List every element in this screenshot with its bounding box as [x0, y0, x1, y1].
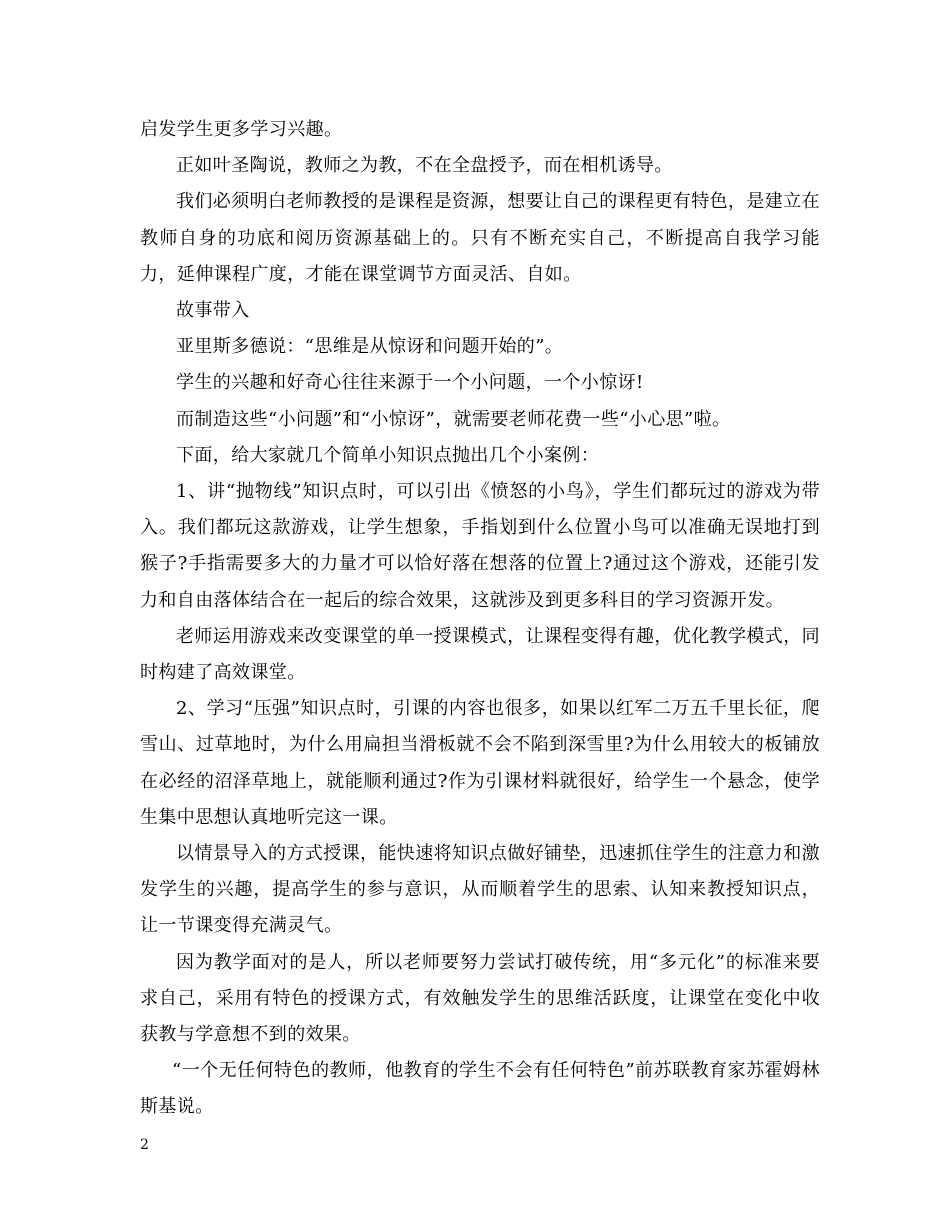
paragraph-course-resources: 我们必须明白老师教授的是课程是资源，想要让自己的课程更有特色，是建立在教师自身的功底和阅历资源基础上的。只有不断充实自己，不断提高自我学习能力，延伸课程广度，才能在课堂调节方面灵活、自如。	[140, 191, 820, 285]
paragraph-examples-intro: 下面，给大家就几个简单小知识点抛出几个小案例：	[176, 444, 600, 466]
section-heading-story: 故事带入	[176, 300, 250, 322]
document-body	[140, 112, 820, 1126]
paragraph-small-questions: 而制造这些“小问题”和“小惊讶”，就需要老师花费一些“小心思”啦。	[176, 408, 731, 430]
paragraph-scenario-intro: 以情景导入的方式授课，能快速将知识点做好铺垫，迅速抓住学生的注意力和激发学生的兴趣，提高学生的参与意识，从而顺着学生的思索、认知来教授知识点，让一节课变得充满灵气。	[140, 843, 820, 937]
paragraph-aristotle-quote: 亚里斯多德说：“思维是从惊讶和问题开始的”。	[176, 336, 564, 358]
paragraph-example-pressure: 2、学习“压强”知识点时，引课的内容也很多，如果以红军二万五千里长征，爬雪山、过草地时，为什么用扁担当滑板就不会不陷到深雪里?为什么用较大的板铺放在必经的沼泽草地上，就能顺利通过?作为引课材料就很好，给学生一个悬念，使学生集中思想认真地听完这一课。	[140, 698, 820, 828]
paragraph-game-teaching: 老师运用游戏来改变课堂的单一授课模式，让课程变得有趣，优化教学模式，同时构建了高效课堂。	[140, 625, 820, 684]
paragraph-example-parabola: 1、讲“抛物线”知识点时，可以引出《愤怒的小鸟》，学生们都玩过的游戏为带入。我们都玩这款游戏，让学生想象，手指划到什么位置小鸟可以准确无误地打到猴子?手指需要多大的力量才可以恰好落在想落的位置上?通过这个游戏，还能引发力和自由落体结合在一起后的综合效果，这就涉及到更多科目的学习资源开发。	[140, 481, 820, 611]
paragraph-quote-ye-shengtao: 正如叶圣陶说，教师之为教，不在全盘授予，而在相机诱导。	[176, 155, 673, 177]
paragraph-continuation: 启发学生更多学习兴趣。	[140, 119, 343, 140]
paragraph-curiosity: 学生的兴趣和好奇心往往来源于一个小问题，一个小惊讶!	[176, 372, 644, 394]
paragraph-diversified-teaching: 因为教学面对的是人，所以老师要努力尝试打破传统，用“多元化”的标准来要求自己，采用有特色的授课方式，有效触发学生的思维活跃度，让课堂在变化中收获教与学意想不到的效果。	[140, 951, 820, 1046]
paragraph-sukhomlinsky-quote: “一个无任何特色的教师，他教育的学生不会有任何特色”前苏联教育家苏霍姆林斯基说。	[140, 1060, 820, 1118]
page-number: 2	[140, 1137, 149, 1153]
